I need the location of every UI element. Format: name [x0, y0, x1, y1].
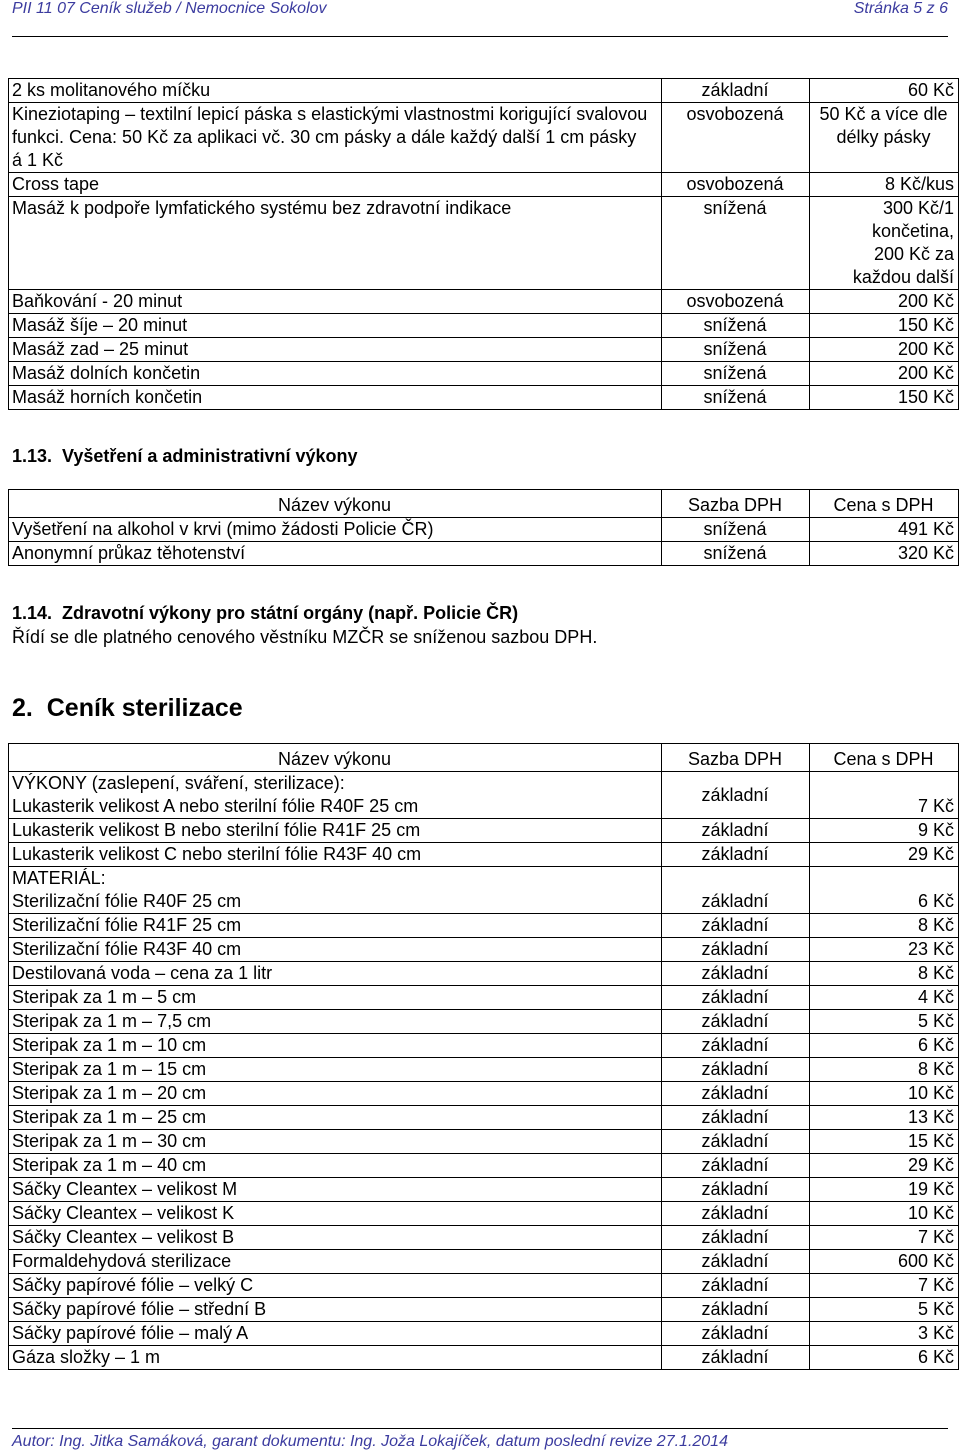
service-name: Anonymní průkaz těhotenství [9, 542, 662, 566]
price: 19 Kč [810, 1178, 959, 1202]
table-row [9, 1298, 959, 1322]
vat-rate: snížená [662, 542, 810, 566]
vat-rate: základní [662, 1226, 810, 1250]
vat-rate: snížená [662, 314, 810, 338]
service-name: Sáčky Cleantex – velikost M [9, 1178, 662, 1202]
price: 491 Kč [810, 518, 959, 542]
price: 50 Kč a více dle délky pásky [810, 103, 959, 173]
price: 8 Kč [810, 1058, 959, 1082]
service-name: Steripak za 1 m – 25 cm [9, 1106, 662, 1130]
table-row [9, 962, 959, 986]
price: 200 Kč [810, 338, 959, 362]
vat-rate: základní [662, 1202, 810, 1226]
table-row [9, 986, 959, 1010]
service-name: Sáčky papírové fólie – malý A [9, 1322, 662, 1346]
table-row [9, 1178, 959, 1202]
vat-rate: snížená [662, 386, 810, 410]
vat-rate: základní [662, 962, 810, 986]
examinations-table [8, 489, 959, 566]
table-row [9, 1274, 959, 1298]
table-row [9, 772, 959, 819]
vat-rate: základní [662, 867, 810, 914]
service-name: Masáž dolních končetin [9, 362, 662, 386]
service-name: Sáčky papírové fólie – velký C [9, 1274, 662, 1298]
service-name: Lukasterik velikost C nebo sterilní fólie R43F 40 cm [9, 843, 662, 867]
price: 7 Kč [810, 1226, 959, 1250]
service-name: Sáčky Cleantex – velikost K [9, 1202, 662, 1226]
service-name: Kineziotaping – textilní lepicí páska s elastickými vlastnostmi korigující svalovou funkci. Cena: 50 Kč za aplikaci vč. 30 cm pásky a dále každý další 1 cm pásky á 1 Kč [9, 103, 662, 173]
table-row [9, 914, 959, 938]
service-name: Steripak za 1 m – 5 cm [9, 986, 662, 1010]
vat-rate: základní [662, 1322, 810, 1346]
vykony-group-label: VÝKONY (zaslepení, sváření, sterilizace): [12, 773, 345, 793]
column-header-name: Název výkonu [9, 490, 662, 518]
price: 5 Kč [810, 1298, 959, 1322]
table-row [9, 1322, 959, 1346]
material-group-label: MATERIÁL: [12, 868, 106, 888]
vat-rate: základní [662, 1010, 810, 1034]
vat-rate: základní [662, 1058, 810, 1082]
table-row [9, 1154, 959, 1178]
table-header-row [9, 744, 959, 772]
column-header-price: Cena s DPH [810, 744, 959, 772]
table-row [9, 542, 959, 566]
rehab-services-table [8, 78, 959, 410]
price: 300 Kč/1 končetina, 200 Kč za každou další [810, 197, 959, 290]
price: 600 Kč [810, 1250, 959, 1274]
vat-rate: základní [662, 1130, 810, 1154]
page-number: Stránka 5 z 6 [853, 0, 948, 17]
price: 3 Kč [810, 1322, 959, 1346]
vat-rate: základní [662, 1274, 810, 1298]
table-row [9, 338, 959, 362]
price: 8 Kč [810, 962, 959, 986]
vat-rate: základní [662, 1298, 810, 1322]
table-row [9, 1130, 959, 1154]
price: 60 Kč [810, 79, 959, 103]
price: 9 Kč [810, 819, 959, 843]
service-name: Gáza složky – 1 m [9, 1346, 662, 1370]
table-row [9, 290, 959, 314]
price: 4 Kč [810, 986, 959, 1010]
vat-rate: základní [662, 772, 810, 819]
service-name: Steripak za 1 m – 30 cm [9, 1130, 662, 1154]
service-name: Steripak za 1 m – 7,5 cm [9, 1010, 662, 1034]
service-name: Masáž horních končetin [9, 386, 662, 410]
price: 150 Kč [810, 386, 959, 410]
table-row [9, 79, 959, 103]
item-name: Lukasterik velikost A nebo sterilní fólie R40F 25 cm [12, 796, 419, 816]
section-1-14-text: Řídí se dle platného cenového věstníku MZČR se sníženou sazbou DPH. [12, 627, 598, 647]
service-name: Vyšetření na alkohol v krvi (mimo žádosti Policie ČR) [9, 518, 662, 542]
vat-rate: snížená [662, 362, 810, 386]
service-name: Steripak za 1 m – 40 cm [9, 1154, 662, 1178]
page-footer: Autor: Ing. Jitka Samáková, garant dokumentu: Ing. Joža Lokajíček, datum poslední revize 27.1.2014 [12, 1428, 948, 1451]
table-row [9, 1010, 959, 1034]
service-name: Sterilizační fólie R41F 25 cm [9, 914, 662, 938]
price: 10 Kč [810, 1202, 959, 1226]
table-row [9, 386, 959, 410]
vat-rate: základní [662, 1034, 810, 1058]
service-name: Steripak za 1 m – 10 cm [9, 1034, 662, 1058]
service-name: Baňkování - 20 minut [9, 290, 662, 314]
section-heading-1-14: 1.14. Zdravotní výkony pro státní orgány (např. Policie ČR) [12, 603, 519, 623]
section-heading-1-13: 1.13. Vyšetření a administrativní výkony [12, 446, 358, 466]
table-row [9, 1226, 959, 1250]
vat-rate: základní [662, 819, 810, 843]
table-row [9, 103, 959, 173]
price: 8 Kč/kus [810, 173, 959, 197]
table-header-row [9, 490, 959, 518]
table-row [9, 197, 959, 290]
vat-rate: základní [662, 1346, 810, 1370]
page-header [12, 0, 948, 37]
column-header-name: Název výkonu [9, 744, 662, 772]
service-name: Formaldehydová sterilizace [9, 1250, 662, 1274]
vat-rate: základní [662, 938, 810, 962]
table-row [9, 1202, 959, 1226]
service-name: Sterilizační fólie R43F 40 cm [9, 938, 662, 962]
document-title: PII 11 07 Ceník služeb / Nemocnice Sokolov [12, 0, 327, 17]
section-heading-2: 2. Ceník sterilizace [12, 694, 243, 722]
vat-rate: základní [662, 843, 810, 867]
vat-rate: základní [662, 1082, 810, 1106]
service-name [9, 867, 662, 914]
vat-rate: základní [662, 914, 810, 938]
vat-rate: základní [662, 1178, 810, 1202]
table-row [9, 843, 959, 867]
vat-rate: základní [662, 1106, 810, 1130]
service-name: Cross tape [9, 173, 662, 197]
vat-rate: snížená [662, 197, 810, 290]
vat-rate: základní [662, 986, 810, 1010]
price: 29 Kč [810, 843, 959, 867]
service-name: Lukasterik velikost B nebo sterilní fólie R41F 25 cm [9, 819, 662, 843]
price: 29 Kč [810, 1154, 959, 1178]
table-row [9, 1082, 959, 1106]
price: 8 Kč [810, 914, 959, 938]
price: 15 Kč [810, 1130, 959, 1154]
price: 320 Kč [810, 542, 959, 566]
vat-rate: snížená [662, 338, 810, 362]
price: 7 Kč [810, 772, 959, 819]
vat-rate: snížená [662, 518, 810, 542]
price: 13 Kč [810, 1106, 959, 1130]
sterilization-table [8, 743, 959, 1370]
vat-rate: osvobozená [662, 103, 810, 173]
table-row [9, 938, 959, 962]
table-row [9, 867, 959, 914]
table-row [9, 819, 959, 843]
price: 6 Kč [810, 1034, 959, 1058]
price: 10 Kč [810, 1082, 959, 1106]
table-row [9, 1250, 959, 1274]
service-name: Sáčky Cleantex – velikost B [9, 1226, 662, 1250]
table-row [9, 1106, 959, 1130]
service-name: 2 ks molitanového míčku [9, 79, 662, 103]
column-header-price: Cena s DPH [810, 490, 959, 518]
table-row [9, 362, 959, 386]
service-name: Steripak za 1 m – 15 cm [9, 1058, 662, 1082]
table-row [9, 173, 959, 197]
vat-rate: osvobozená [662, 173, 810, 197]
price: 7 Kč [810, 1274, 959, 1298]
price: 200 Kč [810, 290, 959, 314]
price: 150 Kč [810, 314, 959, 338]
service-name: Masáž k podpoře lymfatického systému bez zdravotní indikace [9, 197, 662, 290]
table-row [9, 1346, 959, 1370]
item-name: Sterilizační fólie R40F 25 cm [12, 891, 242, 911]
price: 23 Kč [810, 938, 959, 962]
vat-rate: základní [662, 1154, 810, 1178]
table-row [9, 518, 959, 542]
table-row [9, 1058, 959, 1082]
price: 6 Kč [810, 1346, 959, 1370]
service-name [9, 772, 662, 819]
column-header-vat: Sazba DPH [662, 490, 810, 518]
service-name: Masáž zad – 25 minut [9, 338, 662, 362]
vat-rate: základní [662, 1250, 810, 1274]
service-name: Steripak za 1 m – 20 cm [9, 1082, 662, 1106]
vat-rate: základní [662, 79, 810, 103]
price: 6 Kč [810, 867, 959, 914]
table-row [9, 1034, 959, 1058]
column-header-vat: Sazba DPH [662, 744, 810, 772]
vat-rate: osvobozená [662, 290, 810, 314]
service-name: Destilovaná voda – cena za 1 litr [9, 962, 662, 986]
table-row [9, 314, 959, 338]
service-name: Masáž šíje – 20 minut [9, 314, 662, 338]
service-name: Sáčky papírové fólie – střední B [9, 1298, 662, 1322]
price: 5 Kč [810, 1010, 959, 1034]
price: 200 Kč [810, 362, 959, 386]
